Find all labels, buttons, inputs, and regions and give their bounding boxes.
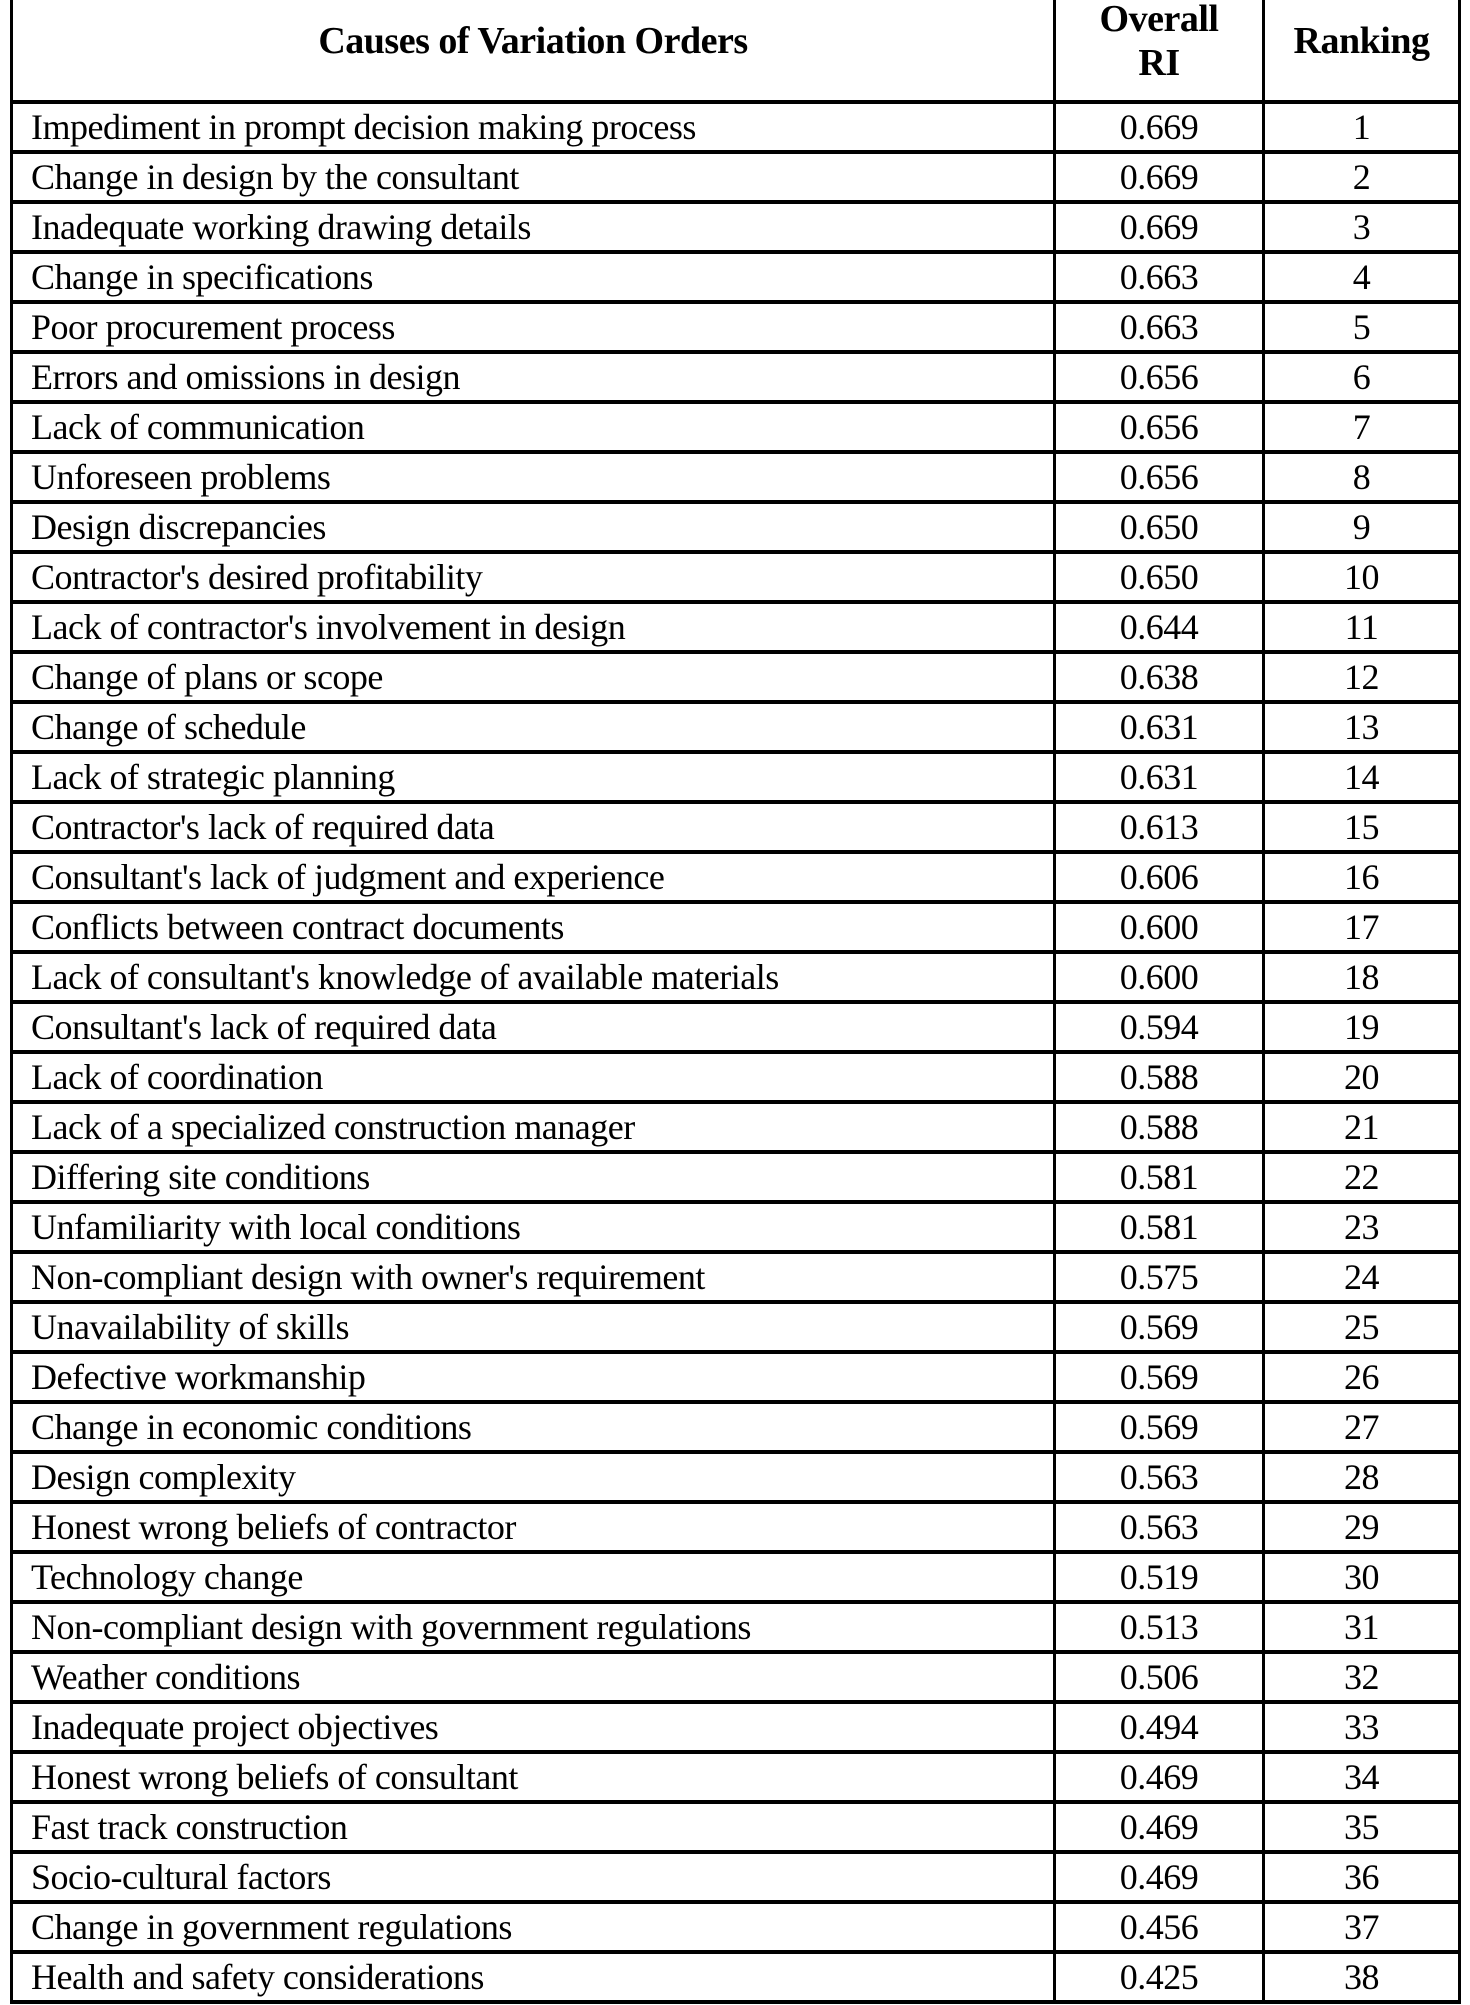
table-row: [12, 102, 1460, 152]
rank-cell: 5: [1264, 302, 1460, 352]
table-row: [12, 552, 1460, 602]
rank-cell: 4: [1264, 252, 1460, 302]
ri-cell: 0.563: [1055, 1452, 1264, 1502]
table-row: [12, 1502, 1460, 1552]
table-row: [12, 1152, 1460, 1202]
ri-cell: 0.569: [1055, 1402, 1264, 1452]
table-row: [12, 952, 1460, 1002]
rank-cell: 10: [1264, 552, 1460, 602]
table-row: [12, 1352, 1460, 1402]
table-row: [12, 1652, 1460, 1702]
cause-cell: Impediment in prompt decision making process: [12, 102, 1055, 152]
cause-cell: Contractor's lack of required data: [12, 802, 1055, 852]
cause-cell: Unfamiliarity with local conditions: [12, 1202, 1055, 1252]
cause-cell: Socio-cultural factors: [12, 1852, 1055, 1902]
rank-cell: 34: [1264, 1752, 1460, 1802]
ri-cell: 0.494: [1055, 1702, 1264, 1752]
rank-cell: 38: [1264, 1952, 1460, 2002]
rank-cell: 15: [1264, 802, 1460, 852]
cause-cell: Defective workmanship: [12, 1352, 1055, 1402]
cause-cell: Change in government regulations: [12, 1902, 1055, 1952]
cause-cell: Change in economic conditions: [12, 1402, 1055, 1452]
cause-cell: Lack of contractor's involvement in design: [12, 602, 1055, 652]
ri-cell: 0.663: [1055, 252, 1264, 302]
cause-cell: Inadequate working drawing details: [12, 202, 1055, 252]
rank-cell: 19: [1264, 1002, 1460, 1052]
rank-cell: 23: [1264, 1202, 1460, 1252]
rank-cell: 14: [1264, 752, 1460, 802]
table-body: [12, 102, 1460, 2002]
ri-cell: 0.600: [1055, 902, 1264, 952]
ri-cell: 0.669: [1055, 202, 1264, 252]
table-row: [12, 402, 1460, 452]
ri-cell: 0.638: [1055, 652, 1264, 702]
ri-cell: 0.519: [1055, 1552, 1264, 1602]
ri-cell: 0.506: [1055, 1652, 1264, 1702]
cause-cell: Non-compliant design with owner's requirement: [12, 1252, 1055, 1302]
table-row: [12, 1902, 1460, 1952]
ri-cell: 0.588: [1055, 1102, 1264, 1152]
rank-cell: 16: [1264, 852, 1460, 902]
table-row: [12, 802, 1460, 852]
column-header-ranking: [1264, 0, 1460, 102]
cause-cell: Lack of strategic planning: [12, 752, 1055, 802]
table-row: [12, 1002, 1460, 1052]
ri-cell: 0.656: [1055, 402, 1264, 452]
table-row: [12, 1202, 1460, 1252]
ri-cell: 0.569: [1055, 1302, 1264, 1352]
rank-cell: 36: [1264, 1852, 1460, 1902]
table-row: [12, 502, 1460, 552]
ri-cell: 0.513: [1055, 1602, 1264, 1652]
table-row: [12, 1702, 1460, 1752]
table-row: [12, 602, 1460, 652]
rank-cell: 18: [1264, 952, 1460, 1002]
rank-cell: 30: [1264, 1552, 1460, 1602]
rank-cell: 9: [1264, 502, 1460, 552]
ri-cell: 0.606: [1055, 852, 1264, 902]
column-header-overall-ri-label: Overall RI: [1099, 0, 1219, 84]
rank-cell: 24: [1264, 1252, 1460, 1302]
table-row: [12, 1252, 1460, 1302]
table-row: [12, 152, 1460, 202]
table-row: [12, 852, 1460, 902]
variation-orders-table: [10, 0, 1461, 2004]
rank-cell: 29: [1264, 1502, 1460, 1552]
rank-cell: 22: [1264, 1152, 1460, 1202]
table-row: [12, 352, 1460, 402]
column-header-causes-label: Causes of Variation Orders: [318, 20, 748, 63]
ri-cell: 0.644: [1055, 602, 1264, 652]
cause-cell: Unforeseen problems: [12, 452, 1055, 502]
rank-cell: 13: [1264, 702, 1460, 752]
ri-cell: 0.425: [1055, 1952, 1264, 2002]
ri-cell: 0.588: [1055, 1052, 1264, 1102]
ri-cell: 0.594: [1055, 1002, 1264, 1052]
ri-cell: 0.669: [1055, 152, 1264, 202]
ri-cell: 0.656: [1055, 452, 1264, 502]
ri-cell: 0.456: [1055, 1902, 1264, 1952]
cause-cell: Change in specifications: [12, 252, 1055, 302]
cause-cell: Unavailability of skills: [12, 1302, 1055, 1352]
rank-cell: 28: [1264, 1452, 1460, 1502]
cause-cell: Errors and omissions in design: [12, 352, 1055, 402]
table-row: [12, 652, 1460, 702]
table-row: [12, 252, 1460, 302]
table-row: [12, 1302, 1460, 1352]
table-row: [12, 202, 1460, 252]
ri-cell: 0.631: [1055, 752, 1264, 802]
cause-cell: Health and safety considerations: [12, 1952, 1055, 2002]
ri-cell: 0.563: [1055, 1502, 1264, 1552]
cause-cell: Contractor's desired profitability: [12, 552, 1055, 602]
cause-cell: Honest wrong beliefs of contractor: [12, 1502, 1055, 1552]
ri-cell: 0.631: [1055, 702, 1264, 752]
rank-cell: 17: [1264, 902, 1460, 952]
table-row: [12, 1752, 1460, 1802]
ri-cell: 0.569: [1055, 1352, 1264, 1402]
table-row: [12, 1852, 1460, 1902]
ri-cell: 0.469: [1055, 1802, 1264, 1852]
ri-cell: 0.663: [1055, 302, 1264, 352]
ri-cell: 0.469: [1055, 1852, 1264, 1902]
rank-cell: 25: [1264, 1302, 1460, 1352]
rank-cell: 6: [1264, 352, 1460, 402]
cause-cell: Technology change: [12, 1552, 1055, 1602]
table-row: [12, 752, 1460, 802]
cause-cell: Lack of communication: [12, 402, 1055, 452]
ri-cell: 0.581: [1055, 1152, 1264, 1202]
cause-cell: Conflicts between contract documents: [12, 902, 1055, 952]
column-header-ranking-label: Ranking: [1293, 20, 1430, 63]
cause-cell: Consultant's lack of required data: [12, 1002, 1055, 1052]
cause-cell: Consultant's lack of judgment and experience: [12, 852, 1055, 902]
table-row: [12, 1952, 1460, 2002]
cause-cell: Fast track construction: [12, 1802, 1055, 1852]
column-header-causes: [12, 0, 1055, 102]
rank-cell: 27: [1264, 1402, 1460, 1452]
ri-cell: 0.650: [1055, 552, 1264, 602]
table-row: [12, 902, 1460, 952]
table-row: [12, 702, 1460, 752]
cause-cell: Design discrepancies: [12, 502, 1055, 552]
cause-cell: Poor procurement process: [12, 302, 1055, 352]
table-row: [12, 452, 1460, 502]
cause-cell: Lack of coordination: [12, 1052, 1055, 1102]
cause-cell: Non-compliant design with government regulations: [12, 1602, 1055, 1652]
ri-cell: 0.650: [1055, 502, 1264, 552]
table-row: [12, 1402, 1460, 1452]
rank-cell: 7: [1264, 402, 1460, 452]
rank-cell: 35: [1264, 1802, 1460, 1852]
cause-cell: Change of schedule: [12, 702, 1055, 752]
rank-cell: 32: [1264, 1652, 1460, 1702]
column-header-overall-ri: [1055, 0, 1264, 102]
rank-cell: 1: [1264, 102, 1460, 152]
cause-cell: Honest wrong beliefs of consultant: [12, 1752, 1055, 1802]
rank-cell: 3: [1264, 202, 1460, 252]
rank-cell: 26: [1264, 1352, 1460, 1402]
rank-cell: 8: [1264, 452, 1460, 502]
cause-cell: Lack of consultant's knowledge of available materials: [12, 952, 1055, 1002]
table-row: [12, 1452, 1460, 1502]
cause-cell: Design complexity: [12, 1452, 1055, 1502]
cause-cell: Lack of a specialized construction manager: [12, 1102, 1055, 1152]
table-row: [12, 1102, 1460, 1152]
cause-cell: Change in design by the consultant: [12, 152, 1055, 202]
rank-cell: 33: [1264, 1702, 1460, 1752]
rank-cell: 37: [1264, 1902, 1460, 1952]
ri-cell: 0.469: [1055, 1752, 1264, 1802]
table-row: [12, 1602, 1460, 1652]
rank-cell: 31: [1264, 1602, 1460, 1652]
table-row: [12, 1552, 1460, 1602]
ri-cell: 0.669: [1055, 102, 1264, 152]
cause-cell: Weather conditions: [12, 1652, 1055, 1702]
header-row: [12, 0, 1460, 102]
ri-cell: 0.656: [1055, 352, 1264, 402]
cause-cell: Differing site conditions: [12, 1152, 1055, 1202]
ri-cell: 0.600: [1055, 952, 1264, 1002]
table-row: [12, 1802, 1460, 1852]
ri-cell: 0.581: [1055, 1202, 1264, 1252]
table-row: [12, 302, 1460, 352]
rank-cell: 21: [1264, 1102, 1460, 1152]
rank-cell: 20: [1264, 1052, 1460, 1102]
ri-cell: 0.575: [1055, 1252, 1264, 1302]
rank-cell: 12: [1264, 652, 1460, 702]
rank-cell: 2: [1264, 152, 1460, 202]
rank-cell: 11: [1264, 602, 1460, 652]
cause-cell: Change of plans or scope: [12, 652, 1055, 702]
cause-cell: Inadequate project objectives: [12, 1702, 1055, 1752]
ri-cell: 0.613: [1055, 802, 1264, 852]
table-row: [12, 1052, 1460, 1102]
